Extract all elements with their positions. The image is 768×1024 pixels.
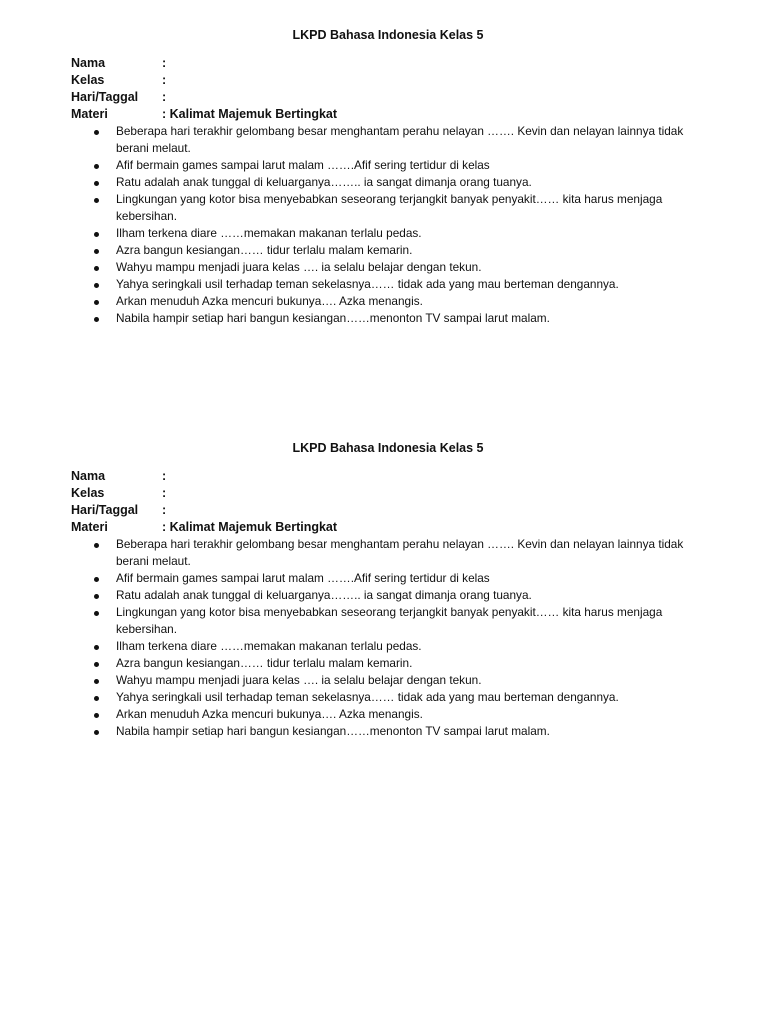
field-label: Nama (71, 56, 106, 70)
question-item: Lingkungan yang kotor bisa menyebabkan seseorang terjangkit banyak penyakit…… kita harus menjaga kebersihan. (116, 191, 700, 225)
question-item: Azra bangun kesiangan…… tidur terlalu malam kemarin. (116, 242, 700, 259)
worksheet-title: LKPD Bahasa Indonesia Kelas 5 (292, 28, 484, 42)
field-label: Kelas (71, 73, 105, 87)
question-item: Arkan menuduh Azka mencuri bukunya…. Azka menangis. (116, 293, 700, 310)
question-item: Ratu adalah anak tunggal di keluarganya…….. ia sangat dimanja orang tuanya. (116, 174, 700, 191)
field-value: : (162, 469, 167, 483)
question-item: Azra bangun kesiangan…… tidur terlalu malam kemarin. (116, 655, 700, 672)
question-item: Ilham terkena diare ……memakan makanan terlalu pedas. (116, 638, 700, 655)
field-kelas (71, 485, 768, 502)
question-item: Beberapa hari terakhir gelombang besar menghantam perahu nelayan ……. Kevin dan nelayan lainnya tidak berani melaut. (116, 536, 700, 570)
field-label: Materi (71, 107, 108, 121)
student-info (0, 468, 768, 536)
field-value: : (162, 503, 167, 517)
field-value: : (162, 90, 167, 104)
question-item: Lingkungan yang kotor bisa menyebabkan seseorang terjangkit banyak penyakit…… kita harus menjaga kebersihan. (116, 604, 700, 638)
question-item: Afif bermain games sampai larut malam …….Afif sering tertidur di kelas (116, 570, 700, 587)
field-nama (71, 55, 768, 72)
field-value: : (162, 56, 167, 70)
worksheet-2 (0, 440, 768, 740)
field-label: Materi (71, 520, 108, 534)
question-item: Nabila hampir setiap hari bangun kesiangan……menonton TV sampai larut malam. (116, 723, 700, 740)
field-value: : Kalimat Majemuk Bertingkat (162, 520, 338, 534)
field-label: Hari/Taggal (71, 503, 139, 517)
question-item: Nabila hampir setiap hari bangun kesiangan……menonton TV sampai larut malam. (116, 310, 700, 327)
question-list (0, 536, 700, 740)
question-item: Wahyu mampu menjadi juara kelas …. ia selalu belajar dengan tekun. (116, 672, 700, 689)
student-info (0, 55, 768, 123)
question-item: Yahya seringkali usil terhadap teman sekelasnya…… tidak ada yang mau berteman dengannya. (116, 689, 700, 706)
question-item: Yahya seringkali usil terhadap teman sekelasnya…… tidak ada yang mau berteman dengannya. (116, 276, 700, 293)
question-item: Ilham terkena diare ……memakan makanan terlalu pedas. (116, 225, 700, 242)
field-nama (71, 468, 768, 485)
question-item: Ratu adalah anak tunggal di keluarganya…….. ia sangat dimanja orang tuanya. (116, 587, 700, 604)
field-hari-tanggal (71, 89, 768, 106)
field-materi (71, 106, 768, 123)
field-materi (71, 519, 768, 536)
field-kelas (71, 72, 768, 89)
field-value: : Kalimat Majemuk Bertingkat (162, 107, 338, 121)
field-value: : (162, 486, 167, 500)
question-item: Wahyu mampu menjadi juara kelas …. ia selalu belajar dengan tekun. (116, 259, 700, 276)
worksheet-1 (0, 27, 768, 327)
field-label: Nama (71, 469, 106, 483)
field-label: Kelas (71, 486, 105, 500)
question-item: Arkan menuduh Azka mencuri bukunya…. Azka menangis. (116, 706, 700, 723)
question-item: Beberapa hari terakhir gelombang besar menghantam perahu nelayan ……. Kevin dan nelayan lainnya tidak berani melaut. (116, 123, 700, 157)
question-item: Afif bermain games sampai larut malam …….Afif sering tertidur di kelas (116, 157, 700, 174)
field-label: Hari/Taggal (71, 90, 139, 104)
field-hari-tanggal (71, 502, 768, 519)
field-value: : (162, 73, 167, 87)
worksheet-title: LKPD Bahasa Indonesia Kelas 5 (292, 441, 484, 455)
question-list (0, 123, 700, 327)
